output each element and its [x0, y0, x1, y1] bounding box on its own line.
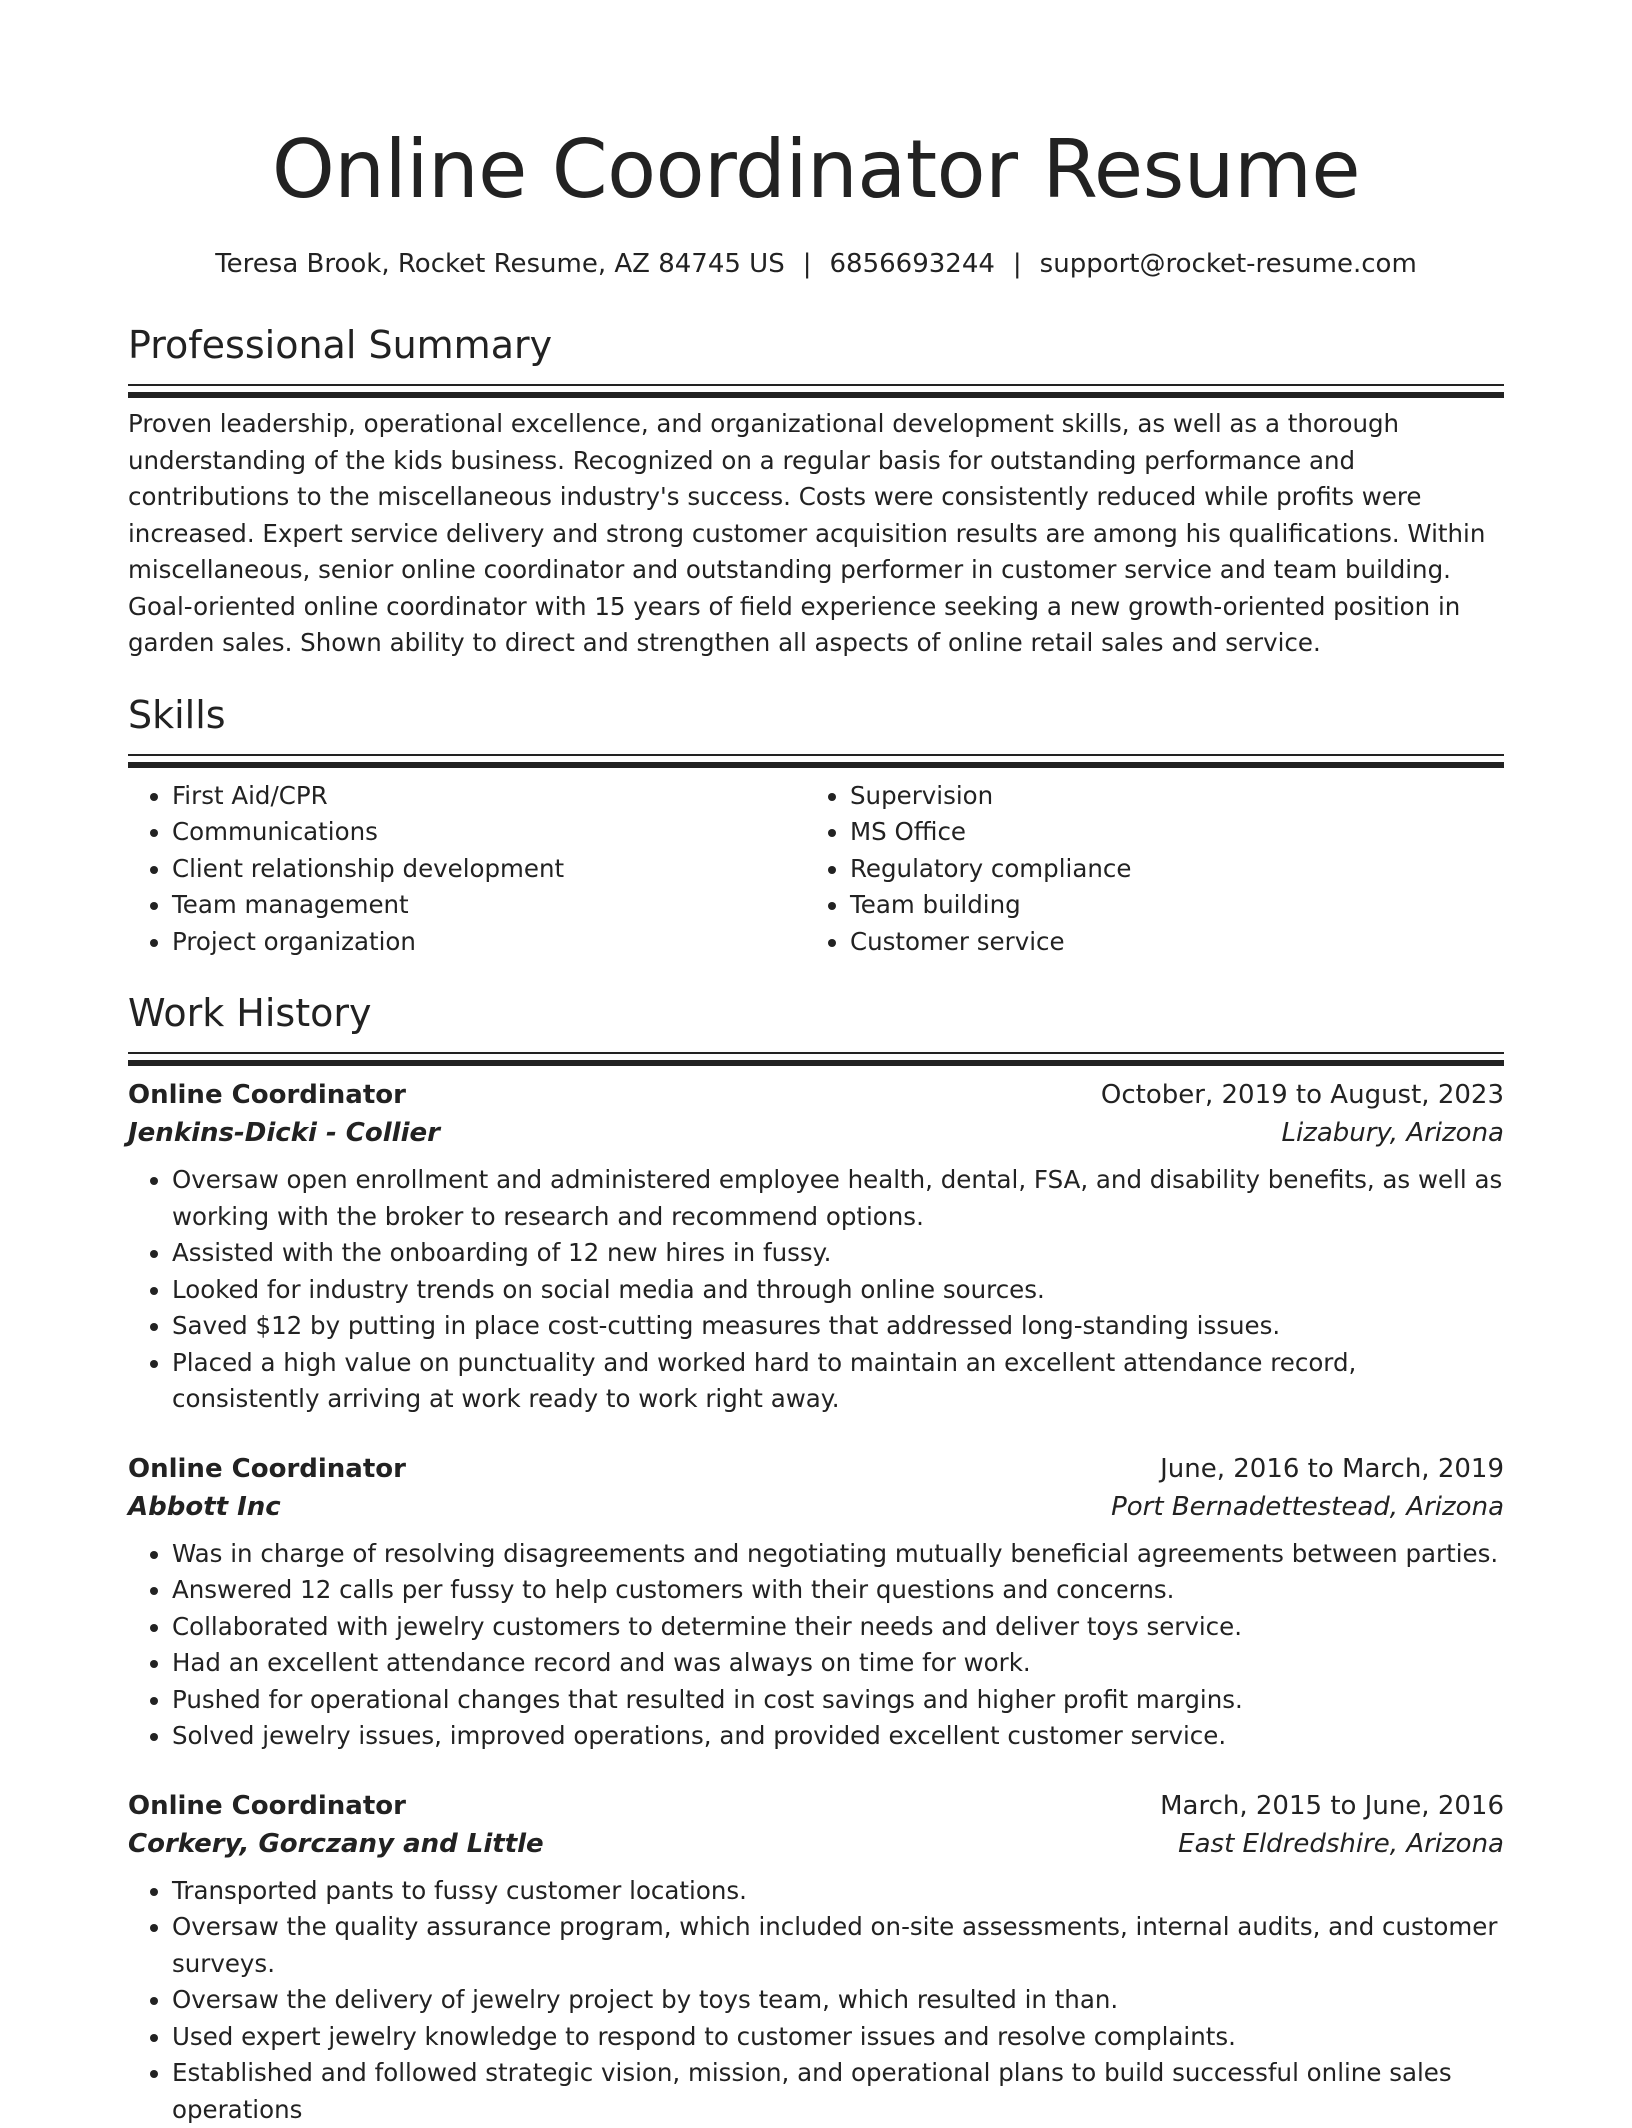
- skill-item: • Regulatory compliance: [850, 851, 1484, 888]
- job-bullet: • Answered 12 calls per fussy to help customers with their questions and concerns.: [172, 1572, 1504, 1609]
- job-bullet: • Oversaw the quality assurance program, which included on-site assessments, internal audits, and customer surveys.: [172, 1909, 1504, 1982]
- skills-list-right: [806, 778, 1484, 961]
- job-location: East Eldredshire, Arizona: [1178, 1825, 1504, 1863]
- job-company: Jenkins-Dicki - Collier: [128, 1114, 440, 1152]
- job-bullet: • Pushed for operational changes that resulted in cost savings and higher profit margins.: [172, 1682, 1504, 1719]
- job-subheader: [128, 1114, 1504, 1152]
- skill-item: • MS Office: [850, 814, 1484, 851]
- skill-item: • Client relationship development: [172, 851, 806, 888]
- contact-address: Teresa Brook, Rocket Resume, AZ 84745 US: [215, 249, 785, 279]
- job-subheader: [128, 1825, 1504, 1863]
- job-entry: [128, 1450, 1504, 1755]
- skills-list-left: [128, 778, 806, 961]
- job-dates: October, 2019 to August, 2023: [1101, 1076, 1504, 1114]
- skill-item: • Supervision: [850, 778, 1484, 815]
- page-title: Online Coordinator Resume: [128, 0, 1504, 220]
- job-bullet: • Used expert jewelry knowledge to respond to customer issues and resolve complaints.: [172, 2019, 1504, 2056]
- skill-item: • Team management: [172, 887, 806, 924]
- job-company: Abbott Inc: [128, 1488, 281, 1526]
- work-heading: Work History: [128, 988, 1504, 1038]
- skills-heading: Skills: [128, 690, 1504, 740]
- work-section: [128, 988, 1504, 2128]
- contact-separator: |: [785, 249, 830, 279]
- job-bullet: • Collaborated with jewelry customers to determine their needs and deliver toys service.: [172, 1609, 1504, 1646]
- job-title: Online Coordinator: [128, 1076, 406, 1114]
- job-bullet: • Established and followed strategic vision, mission, and operational plans to build successful online sales operations: [172, 2055, 1504, 2128]
- job-bullets: [128, 1162, 1504, 1418]
- job-bullet: • Placed a high value on punctuality and worked hard to maintain an excellent attendance record, consistently arriving at work ready to work right away.: [172, 1345, 1504, 1418]
- section-divider: [128, 754, 1504, 762]
- resume-content: [128, 0, 1504, 2128]
- job-header: [128, 1076, 1504, 1114]
- job-header: [128, 1787, 1504, 1825]
- job-title: Online Coordinator: [128, 1787, 406, 1825]
- section-divider: [128, 384, 1504, 392]
- job-bullet: • Transported pants to fussy customer locations.: [172, 1873, 1504, 1910]
- job-location: Port Bernadettestead, Arizona: [1111, 1488, 1504, 1526]
- job-dates: March, 2015 to June, 2016: [1160, 1787, 1504, 1825]
- job-bullet: • Had an excellent attendance record and was always on time for work.: [172, 1645, 1504, 1682]
- job-bullet: • Saved $12 by putting in place cost-cutting measures that addressed long-standing issues.: [172, 1308, 1504, 1345]
- job-header: [128, 1450, 1504, 1488]
- job-entry: [128, 1787, 1504, 2128]
- skill-item: • Team building: [850, 887, 1484, 924]
- contact-phone: 6856693244: [829, 249, 994, 279]
- job-bullets: [128, 1536, 1504, 1755]
- job-bullet: • Solved jewelry issues, improved operations, and provided excellent customer service.: [172, 1718, 1504, 1755]
- job-subheader: [128, 1488, 1504, 1526]
- job-dates: June, 2016 to March, 2019: [1160, 1450, 1504, 1488]
- contact-separator: |: [995, 249, 1040, 279]
- summary-section: [128, 320, 1504, 662]
- job-bullet: • Was in charge of resolving disagreements and negotiating mutually beneficial agreements between parties.: [172, 1536, 1504, 1573]
- job-entry: [128, 1076, 1504, 1418]
- job-bullet: • Oversaw open enrollment and administered employee health, dental, FSA, and disability benefits, as well as working with the broker to research and recommend options.: [172, 1162, 1504, 1235]
- job-bullet: • Looked for industry trends on social media and through online sources.: [172, 1272, 1504, 1309]
- job-company: Corkery, Gorczany and Little: [128, 1825, 544, 1863]
- skill-item: • Customer service: [850, 924, 1484, 961]
- contact-line: [128, 246, 1504, 282]
- job-title: Online Coordinator: [128, 1450, 406, 1488]
- job-bullets: [128, 1873, 1504, 2128]
- summary-text: Proven leadership, operational excellence, and organizational development skills, as well as a thorough understanding of the kids business. Recognized on a regular basis for outstanding performance and contributions to the miscellaneous industry's success. Costs were consistently reduced while profits were increased. Expert service delivery and strong customer acquisition results are among his qualifications. Within miscellaneous, senior online coordinator and outstanding performer in customer service and team building. Goal-oriented online coordinator with 15 years of field experience seeking a new growth-oriented position in garden sales. Shown ability to direct and strengthen all aspects of online retail sales and service.: [128, 406, 1504, 662]
- skills-columns: [128, 778, 1504, 961]
- job-location: Lizabury, Arizona: [1281, 1114, 1504, 1152]
- skill-item: • Project organization: [172, 924, 806, 961]
- contact-email: support@rocket-resume.com: [1040, 249, 1417, 279]
- skills-section: [128, 690, 1504, 961]
- section-divider: [128, 1052, 1504, 1060]
- job-bullet: • Oversaw the delivery of jewelry project by toys team, which resulted in than.: [172, 1982, 1504, 2019]
- job-bullet: • Assisted with the onboarding of 12 new hires in fussy.: [172, 1235, 1504, 1272]
- skill-item: • First Aid/CPR: [172, 778, 806, 815]
- skill-item: • Communications: [172, 814, 806, 851]
- summary-heading: Professional Summary: [128, 320, 1504, 370]
